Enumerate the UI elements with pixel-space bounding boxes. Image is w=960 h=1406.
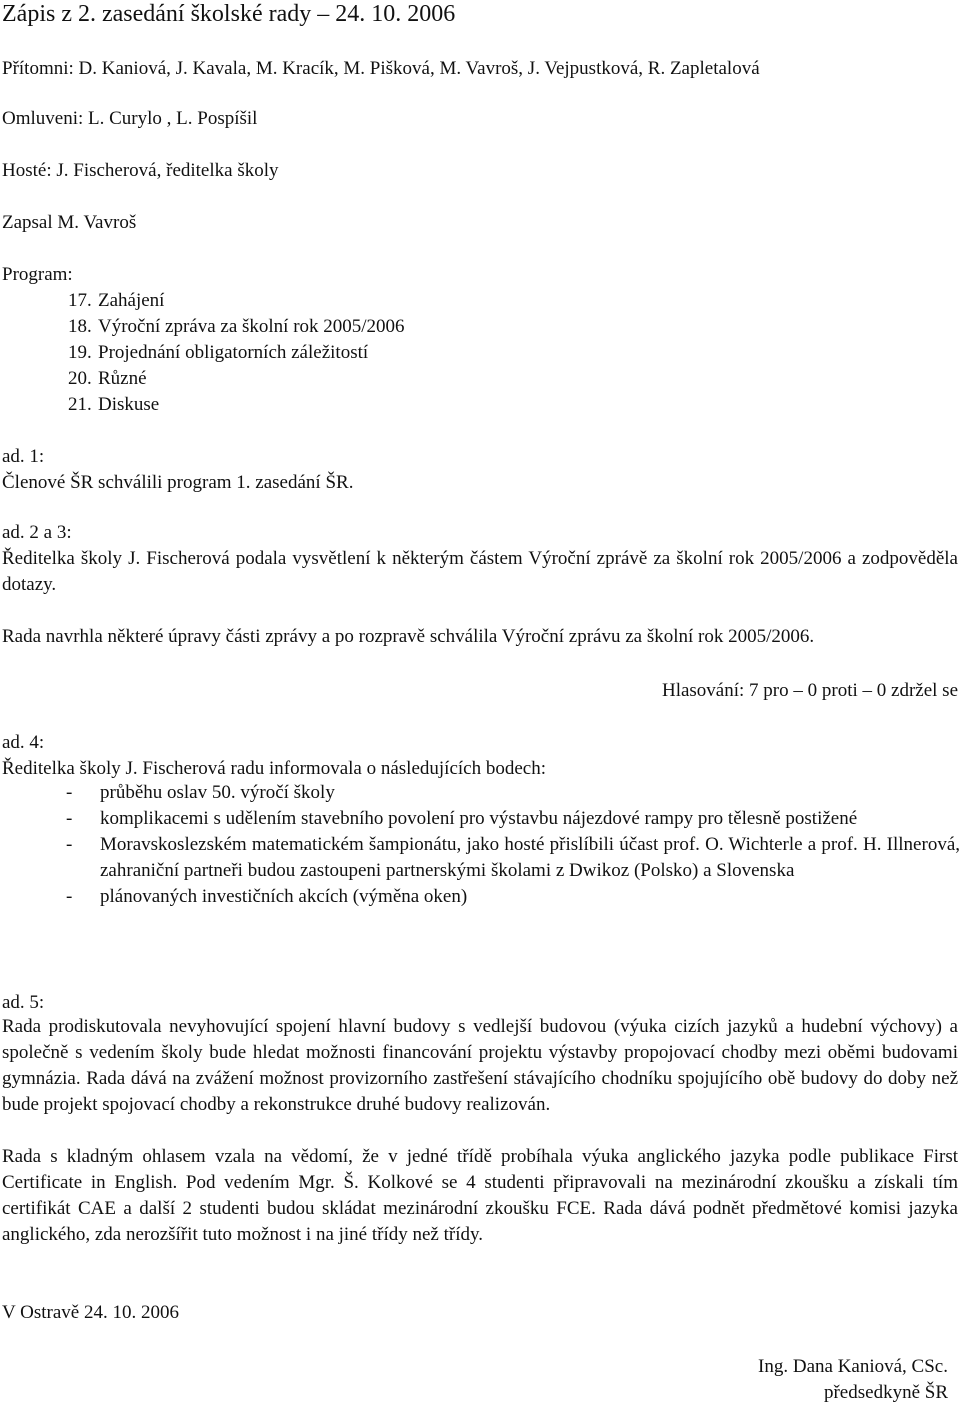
ad4-heading: ad. 4:: [2, 732, 45, 753]
program-item: [68, 368, 147, 390]
ad23-paragraph-2: Rada navrhla některé úpravy části zprávy a po rozpravě schválila Výroční zprávu za školní rok 2005/2006.: [2, 626, 815, 647]
program-item: [68, 290, 164, 312]
signer-role: předsedkyně ŠR: [823, 1382, 948, 1403]
program-item-number: 18.: [68, 316, 92, 337]
program-item-text: Zahájení: [98, 290, 165, 311]
list-item-text: plánovaných investičních akcích (výměna oken): [100, 886, 468, 907]
program-item-number: 21.: [68, 394, 92, 415]
ad23-paragraph-1: Ředitelka školy J. Fischerová podala vysvětlení k některým částem Výroční zprávě za školní rok 2005/2006 a zodpověděla dotazy.: [2, 548, 958, 595]
ad5-paragraph-2: Rada s kladným ohlasem vzala na vědomí, že v jedné třídě probíhala výuka anglického jazyka podle publikace First Certificate in English. Pod vedením Mgr. Š. Kolkové se 4 studenti připravovali na mezinárodní zkoušku a získali tím certifikát CAE a další 2 studenti budou skládat mezinárodní zkoušku FCE. Rada dává podnět předmětové komisi jazyka anglického, zda nerozšířit tuto možnost i na jiné třídy než třídy.: [2, 1146, 958, 1245]
list-item-text: průběhu oslav 50. výročí školy: [100, 782, 335, 803]
signer-name: Ing. Dana Kaniová, CSc.: [758, 1356, 948, 1377]
program-item-text: Různé: [98, 368, 147, 389]
ad4-bullet-list: [2, 780, 960, 910]
guests: Hosté: J. Fischerová, ředitelka školy: [2, 160, 279, 181]
recorder: Zapsal M. Vavroš: [2, 212, 137, 233]
program-item: [68, 342, 368, 364]
vote-result: Hlasování: 7 pro – 0 proti – 0 zdržel se: [661, 680, 958, 701]
program-item: [68, 316, 405, 338]
ad5-paragraph-1: Rada prodiskutovala nevyhovující spojení hlavní budovy s vedlejší budovou (výuka cizích jazyků a hudební výchovy) a společně s vedením školy bude hledat možnosti financování projektu výstavby propojovací chodby mezi oběmi budovami gymnázia. Rada dává na zvážení možnost provizorního zastřešení stávajícího chodníku spojujícího obě budovy do doby než bude projekt spojovací chodby a rekonstrukce druhé budovy realizován.: [2, 1016, 958, 1115]
document-title: Zápis z 2. zasedání školské rady – 24. 10. 2006: [2, 1, 456, 27]
program-item-text: Diskuse: [98, 394, 160, 415]
program-item-text: Projednání obligatorních záležitostí: [98, 342, 369, 363]
program-item: [68, 394, 159, 416]
list-item-text: Moravskoslezském matematickém šampionátu, jako hosté přislíbili účast prof. O. Wichterle a prof. H. Illnerová, zahraniční partneři budou zastoupeni partnerskými školami z Dwikoz (Polsko) a Slovenska: [100, 834, 960, 881]
ad1-text: Členové ŠR schválili program 1. zasedání ŠR.: [2, 472, 354, 493]
program-item-number: 20.: [68, 368, 92, 389]
ad23-heading: ad. 2 a 3:: [2, 522, 72, 543]
program-item-number: 17.: [68, 290, 92, 311]
program-item-text: Výroční zpráva za školní rok 2005/2006: [98, 316, 405, 337]
ad4-intro: Ředitelka školy J. Fischerová radu informovala o následujících bodech:: [2, 758, 546, 779]
program-label: Program:: [2, 264, 73, 285]
list-item: - komplikacemi s udělením stavebního povolení pro výstavbu nájezdové rampy pro tělesně postižené: [66, 808, 858, 829]
program-item-number: 19.: [68, 342, 92, 363]
present-members: Přítomni: D. Kaniová, J. Kavala, M. Kracík, M. Pišková, M. Vavroš, J. Vejpustková, R. Zapletalová: [2, 58, 760, 79]
ad5-heading: ad. 5:: [2, 992, 45, 1013]
list-item: - průběhu oslav 50. výročí školy: [66, 782, 335, 803]
list-item: - Moravskoslezském matematickém šampionátu, jako hosté přislíbili účast prof. O. Wichterle a prof. H. Illnerová, zahraniční partneři budou zastoupeni partnerskými školami z Dwikoz (Polsko) a Slovenska: [66, 834, 960, 881]
excused-members: Omluveni: L. Curylo , L. Pospíšil: [2, 108, 258, 129]
place-date: V Ostravě 24. 10. 2006: [2, 1302, 179, 1323]
signature-block: [758, 1354, 948, 1406]
ad1-heading: ad. 1:: [2, 446, 45, 467]
list-item: - plánovaných investičních akcích (výměna oken): [66, 886, 468, 907]
list-item-text: komplikacemi s udělením stavebního povolení pro výstavbu nájezdové rampy pro tělesně postižené: [100, 808, 858, 829]
